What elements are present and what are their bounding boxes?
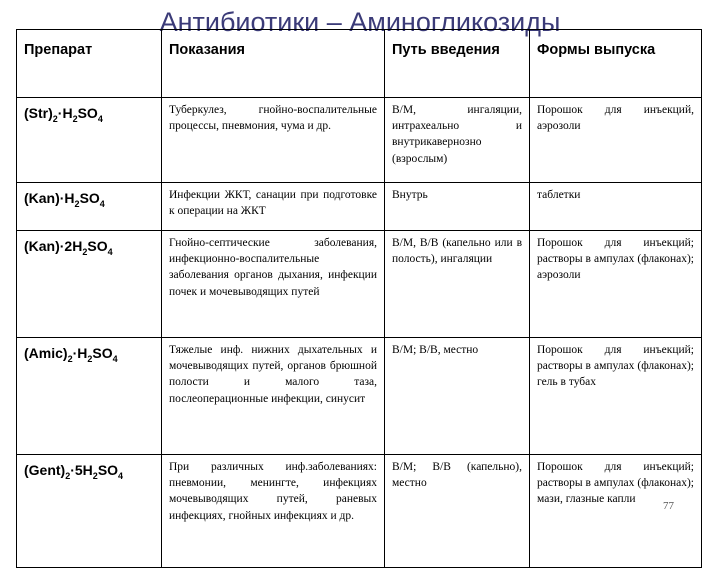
page-title: Антибиотики – Аминогликозиды [159,7,561,37]
header-drug: Препарат [17,30,162,98]
route-cell: В/М, В/В (капельно или в полость), ингаляции [385,231,530,338]
table-row [17,183,702,231]
route-cell: В/М; В/В (капельно), местно [385,455,530,568]
drug-cell: $(Gent)_2\cdot 5H_2SO_4$ [17,455,162,568]
header-forms: Формы выпуска [530,30,702,98]
indications-cell: Туберкулез, гнойно-воспалительные процессы, пневмония, чума и др. [162,98,385,183]
forms-cell: таблетки [530,183,702,231]
forms-cell: Порошок для инъекций; растворы в ампулах (флаконах); гель в тубах [530,338,702,455]
header-indications: Показания [162,30,385,98]
aminoglycosides-table [16,29,702,568]
table-row [17,455,702,568]
forms-cell: Порошок для инъекций; растворы в ампулах (флаконах); мази, глазные капли [530,455,702,568]
route-cell: В/М, ингаляции, интрахеально и внутрикавернозно (взрослым) [385,98,530,183]
table-row [17,338,702,455]
forms-cell: Порошок для инъекций, аэрозоли [530,98,702,183]
route-cell: В/М; В/В, местно [385,338,530,455]
indications-cell: Тяжелые инф. нижних дыхательных и мочевыводящих путей, органов брюшной полости и малого таза, послеоперационные инфекции, синусит [162,338,385,455]
indications-cell: Инфекции ЖКТ, санации при подготовке к операции на ЖКТ [162,183,385,231]
indications-cell: При различных инф.заболеваниях: пневмонии, менингте, инфекциях мочевыводящих путей, раневых инфекциях, гнойных инфекциях и др. [162,455,385,568]
forms-cell: Порошок для инъекций; растворы в ампулах (флаконах); аэрозоли [530,231,702,338]
table-header-row [17,30,702,98]
drug-cell: $(Str)_2\cdot H_2SO_4$ [17,98,162,183]
drug-cell: $(Kan)\cdot 2H_2SO_4$ [17,231,162,338]
drug-cell: $(Kan)\cdot H_2SO_4$ [17,183,162,231]
table-row [17,231,702,338]
indications-cell: Гнойно-септические заболевания, инфекционно-воспалительные заболевания органов дыхания, инфекции почек и мочевыводящих путей [162,231,385,338]
drug-cell: $(Amic)_2\cdot H_2SO_4$ [17,338,162,455]
route-cell: Внутрь [385,183,530,231]
header-route: Путь введения [385,30,530,98]
table-row [17,98,702,183]
page-number: 77 [663,500,674,512]
